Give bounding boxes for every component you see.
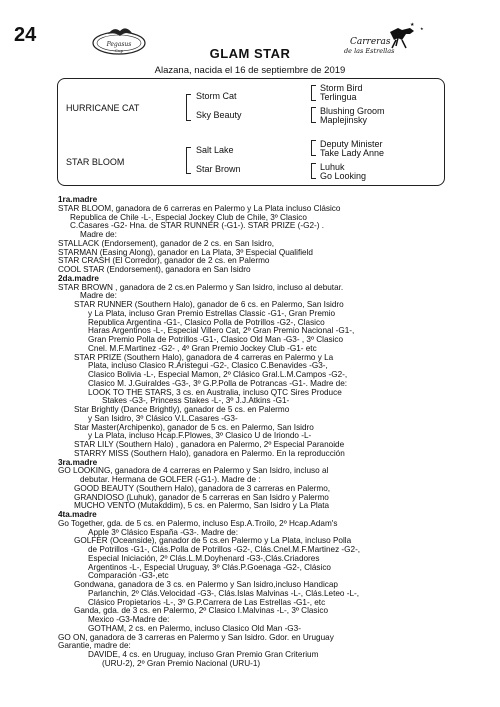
text-line: Ganda, gda. de 3 cs. en Palermo, 2º Clasico I.Malvinas -L-, 3º Clasico	[74, 606, 328, 616]
bracket	[186, 94, 191, 121]
text-line: debutar. Hermana de GOLFER (-G1-). Madre de :	[80, 475, 261, 484]
text-line: GOTHAM, 2 cs. en Palermo, incluso Clasico Old Man -G3-	[88, 623, 301, 633]
text-line: STAR BROWN , ganadora de 2 cs.en Palermo y San Isidro, incluso al debutar.	[58, 282, 344, 292]
text-line: Especial Iniciación, 2º Clás.L.M.Doyhenard -G3-,Clás.Criadores	[88, 553, 320, 563]
text-line: y San Isidro, 3º Clásico V.L.Casares -G3-	[88, 413, 238, 423]
pedigree-box	[57, 78, 445, 186]
text-line: (URU-2), 2º Gran Premio Nacional (URU-1)	[102, 658, 261, 668]
text-line: STARMAN (Easing Along), ganador en La Plata, 3º Especial Qualifield	[58, 247, 313, 257]
text-line: Clasico Bolivia -L-, Especial Mamon, 2º Clásico Gral.L.M.Campos -G2-,	[88, 370, 348, 379]
bracket	[311, 107, 316, 123]
pedigree-dd-dam: Go Looking	[320, 171, 367, 181]
text-line: Plata, incluso Clasico R.Aristegui -G2-, Clasico C.Benavides -G3-,	[88, 361, 328, 371]
pedigree-ds-dam: Take Lady Anne	[320, 148, 385, 158]
text-line: STAR PRIZE (Southern Halo), ganadora de 4 carreras en Palermo y La	[74, 352, 334, 362]
text-line: Go Together, gda. de 5 cs. en Palermo, incluso Esp.A.Troilo, 2º Hcap.Adam's	[58, 518, 338, 528]
text-line: Clásico Propietarios -L-, 3º G.P.Carrera de Las Estrellas -G1-, etc	[88, 597, 326, 607]
family-text	[58, 196, 458, 669]
pedigree-sd-dam: Maplejinsky	[320, 115, 368, 125]
page-number: 24	[14, 24, 37, 46]
text-line: STAR RUNNER (Southern Halo), ganador de 6 cs. en Palermo, San Isidro	[74, 300, 344, 309]
text-line: COOL STAR (Endorsement), ganadora en San Isidro	[58, 265, 251, 274]
text-line: Cnel. M.F.Martinez -G2- , 4º Gran Premio Jockey Club -G1- etc	[88, 343, 317, 353]
pedigree-ss-dam: Terlingua	[320, 92, 357, 102]
bracket	[186, 147, 191, 174]
text-line: STAR LILY (Southern Halo) , ganadora en Palermo, 2º Especial Paranoide	[74, 440, 345, 449]
text-line: MUCHO VENTO (Mutakddim), 5 cs. en Palermo, San Isidro y La Plata	[74, 501, 330, 511]
text-line: STAR BLOOM, ganadora de 6 carreras en Palermo y La Plata incluso Clásico	[58, 203, 341, 213]
text-line: Haras Argentinos -L-, Especial Villero Cat, 2º Gran Premio Nacional -G1-,	[88, 326, 355, 336]
bracket	[311, 163, 316, 179]
pedigree-sire-sire: Storm Cat	[196, 91, 237, 101]
pedigree-sd-sire: Blushing Groom	[320, 106, 385, 116]
text-line: Stakes -G3-, Princess Stakes -L-, 3º J.J.Atkins -G1-	[102, 396, 290, 406]
svg-text:Cup: Cup	[114, 48, 124, 53]
section-heading: 2da.madre	[58, 273, 99, 283]
text-line: GO ON, ganadora de 3 carreras en Palermo y San Isidro. Gdor. en Uruguay	[58, 632, 334, 642]
text-line: Madre de:	[80, 291, 117, 301]
text-line: Gondwana, ganadora de 3 cs. en Palermo y San Isidro,incluso Handicap	[74, 580, 338, 589]
svg-text:Pegasus: Pegasus	[106, 41, 132, 48]
text-line: Garantie, madre de:	[58, 641, 131, 651]
text-line: STARRY MISS (Southern Halo), ganadora en Palermo. En la reproducción	[74, 448, 345, 458]
pedigree-dam: STAR BLOOM	[66, 157, 125, 167]
text-line: GOOD BEAUTY (Southern Halo), ganadora de 3 carreras en Palermo,	[74, 483, 331, 493]
text-line: Republica Argentina -G1-, Clasico Polla de Potrillos -G2-, Clasico	[88, 317, 325, 327]
text-line: Gran Premio Polla de Potrillos -G1-, Clasico Old Man -G3- , 3º Clasico	[88, 335, 344, 344]
text-line: STALLACK (Endorsement), ganador de 2 cs. en San Isidro,	[58, 238, 275, 248]
pedigree-dd-sire: Luhuk	[320, 162, 345, 172]
svg-text:de las Estrellas: de las Estrellas	[344, 47, 395, 55]
pedigree-ds-sire: Deputy Minister	[320, 139, 383, 149]
text-line: Comparación -G3-,etc	[88, 571, 169, 581]
text-line: GO LOOKING, ganadora de 4 carreras en Palermo y San Isidro, incluso al	[58, 466, 329, 476]
section-heading: 3ra.madre	[58, 457, 98, 467]
text-line: GRANDIOSO (Luhuk), ganador de 5 carreras en San Isidro y Palermo	[74, 492, 329, 502]
text-line: STAR CRASH (El Corredor), ganador de 2 cs. en Palermo	[58, 256, 270, 266]
bracket	[311, 85, 316, 101]
text-line: GOLFER (Oceanside), ganador de 5 cs.en Palermo y La Plata, incluso Polla	[74, 536, 352, 546]
text-line: LOOK TO THE STARS, 3 cs. en Australia, incluso QTC Sires Produce	[88, 387, 342, 397]
bracket	[311, 140, 316, 156]
horse-name-title: GLAM STAR	[209, 46, 291, 61]
pedigree-sire-dam: Sky Beauty	[196, 110, 242, 120]
text-line: Star Master(Archipenko), ganador de 5 cs. en Palermo, San Isidro	[74, 422, 314, 432]
pedigree-sire: HURRICANE CAT	[66, 103, 140, 113]
pedigree-dam-sire: Salt Lake	[196, 145, 234, 155]
text-line: y La Plata, incluso Gran Premio Estrellas Classic -G1-, Gran Premio	[88, 308, 336, 318]
svg-text:★: ★	[420, 26, 424, 31]
text-line: Madre de:	[80, 230, 117, 239]
svg-text:Carreras: Carreras	[350, 37, 391, 47]
pedigree-ss-sire: Storm Bird	[320, 83, 363, 93]
section-heading: 4ta.madre	[58, 510, 97, 519]
text-line: y La Plata, incluso Hcap.F.Plowes, 3º Clasico U de Iriondo -L-	[88, 431, 312, 441]
text-line: de Potrillos -G1-, Clás.Polla de Potrillos -G2-, Clás.Cnel.M.F.Martinez -G2-,	[88, 545, 361, 554]
text-line: Apple 3º Clásico España -G3-. Madre de:	[88, 527, 238, 537]
section-heading: 1ra.madre	[58, 195, 98, 204]
svg-text:★: ★	[410, 22, 415, 28]
text-line: Republica de Chile -L-, Especial Jockey Club de Chile, 3º Clasico	[70, 212, 307, 222]
pedigree-dam-dam: Star Brown	[196, 164, 241, 174]
birth-info: Alazana, nacida el 16 de septiembre de 2019	[154, 65, 346, 76]
text-line: Parlanchin, 2º Clás.Velocidad -G3-, Clás.Islas Malvinas -L-, Clás.Leteo -L-,	[88, 588, 360, 598]
text-line: DAVIDE, 4 cs. en Uruguay, incluso Gran Premio Gran Criterium	[88, 650, 319, 659]
text-line: Star Brightly (Dance Brightly), ganador de 5 cs. en Palermo	[74, 405, 290, 414]
text-line: Argentinos -L-, Especial Uruguay, 3º Clás.P.Goenaga -G2-, Clásico	[88, 562, 331, 572]
text-line: Mexico -G3-Madre de:	[88, 615, 170, 624]
text-line: C.Casares -G2- Hna. de STAR RUNNER (-G1-). STAR PRIZE (-G2-) .	[70, 221, 324, 231]
text-line: Clasico M. J.Guiraldes -G3-, 3º G.P.Polla de Potrancas -G1-. Madre de:	[88, 378, 348, 388]
